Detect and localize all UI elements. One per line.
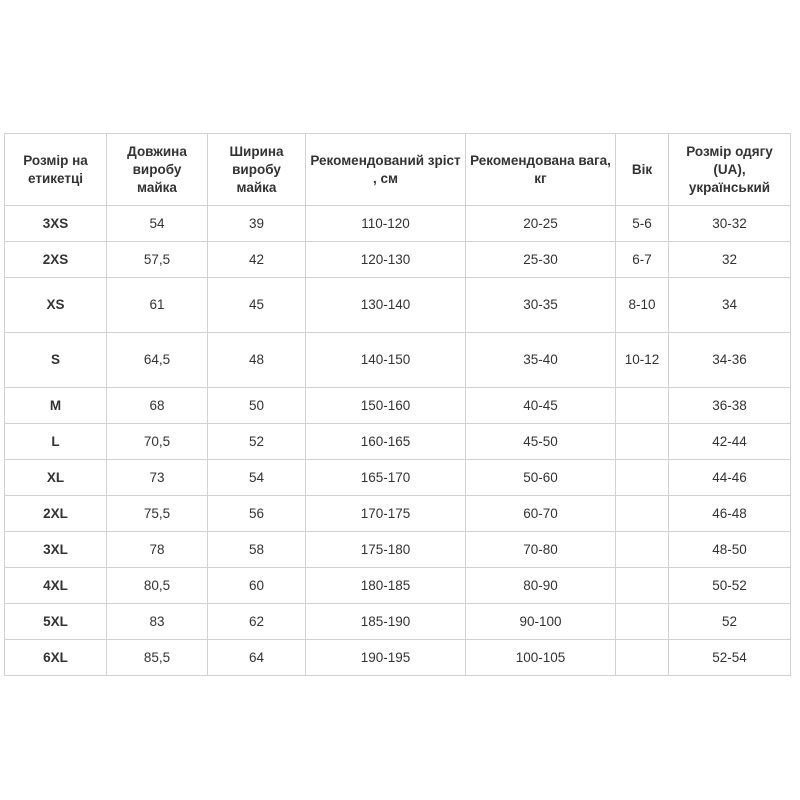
ua-size-cell: 34 bbox=[669, 278, 791, 333]
weight-cell: 35-40 bbox=[466, 333, 616, 388]
size-cell: 2XL bbox=[5, 496, 107, 532]
width-cell: 60 bbox=[208, 568, 306, 604]
size-cell: 3XL bbox=[5, 532, 107, 568]
header-size-label: Розмір на етикетці bbox=[5, 134, 107, 206]
age-cell: 5-6 bbox=[616, 206, 669, 242]
ua-size-cell: 52 bbox=[669, 604, 791, 640]
table-row bbox=[5, 278, 791, 333]
width-cell: 62 bbox=[208, 604, 306, 640]
height-cell: 110-120 bbox=[306, 206, 466, 242]
size-cell: 4XL bbox=[5, 568, 107, 604]
table-row bbox=[5, 460, 791, 496]
table-row bbox=[5, 206, 791, 242]
size-cell: M bbox=[5, 388, 107, 424]
weight-cell: 60-70 bbox=[466, 496, 616, 532]
size-cell: 2XS bbox=[5, 242, 107, 278]
header-length: Довжина виробу майка bbox=[107, 134, 208, 206]
table-row bbox=[5, 242, 791, 278]
length-cell: 61 bbox=[107, 278, 208, 333]
size-chart-table bbox=[4, 133, 791, 676]
height-cell: 160-165 bbox=[306, 424, 466, 460]
length-cell: 85,5 bbox=[107, 640, 208, 676]
weight-cell: 80-90 bbox=[466, 568, 616, 604]
ua-size-cell: 50-52 bbox=[669, 568, 791, 604]
weight-cell: 25-30 bbox=[466, 242, 616, 278]
table-row bbox=[5, 388, 791, 424]
table-row bbox=[5, 640, 791, 676]
header-row bbox=[5, 134, 791, 206]
size-cell: 6XL bbox=[5, 640, 107, 676]
age-cell: 6-7 bbox=[616, 242, 669, 278]
weight-cell: 40-45 bbox=[466, 388, 616, 424]
length-cell: 80,5 bbox=[107, 568, 208, 604]
age-cell: 8-10 bbox=[616, 278, 669, 333]
age-cell bbox=[616, 568, 669, 604]
ua-size-cell: 52-54 bbox=[669, 640, 791, 676]
height-cell: 140-150 bbox=[306, 333, 466, 388]
age-cell bbox=[616, 460, 669, 496]
length-cell: 70,5 bbox=[107, 424, 208, 460]
length-cell: 83 bbox=[107, 604, 208, 640]
ua-size-cell: 42-44 bbox=[669, 424, 791, 460]
length-cell: 75,5 bbox=[107, 496, 208, 532]
ua-size-cell: 34-36 bbox=[669, 333, 791, 388]
width-cell: 52 bbox=[208, 424, 306, 460]
width-cell: 39 bbox=[208, 206, 306, 242]
width-cell: 56 bbox=[208, 496, 306, 532]
length-cell: 64,5 bbox=[107, 333, 208, 388]
length-cell: 57,5 bbox=[107, 242, 208, 278]
header-ua-size: Розмір одягу (UA), український bbox=[669, 134, 791, 206]
height-cell: 185-190 bbox=[306, 604, 466, 640]
size-cell: L bbox=[5, 424, 107, 460]
ua-size-cell: 36-38 bbox=[669, 388, 791, 424]
age-cell bbox=[616, 496, 669, 532]
size-cell: XL bbox=[5, 460, 107, 496]
age-cell bbox=[616, 532, 669, 568]
size-cell: 3XS bbox=[5, 206, 107, 242]
header-age: Вік bbox=[616, 134, 669, 206]
length-cell: 78 bbox=[107, 532, 208, 568]
weight-cell: 70-80 bbox=[466, 532, 616, 568]
table-row bbox=[5, 496, 791, 532]
weight-cell: 90-100 bbox=[466, 604, 616, 640]
height-cell: 165-170 bbox=[306, 460, 466, 496]
height-cell: 175-180 bbox=[306, 532, 466, 568]
width-cell: 58 bbox=[208, 532, 306, 568]
ua-size-cell: 44-46 bbox=[669, 460, 791, 496]
age-cell: 10-12 bbox=[616, 333, 669, 388]
table-body bbox=[5, 206, 791, 676]
width-cell: 42 bbox=[208, 242, 306, 278]
table-row bbox=[5, 568, 791, 604]
width-cell: 50 bbox=[208, 388, 306, 424]
weight-cell: 100-105 bbox=[466, 640, 616, 676]
age-cell bbox=[616, 640, 669, 676]
length-cell: 73 bbox=[107, 460, 208, 496]
table-row bbox=[5, 424, 791, 460]
size-cell: 5XL bbox=[5, 604, 107, 640]
table-row bbox=[5, 532, 791, 568]
width-cell: 48 bbox=[208, 333, 306, 388]
age-cell bbox=[616, 424, 669, 460]
width-cell: 54 bbox=[208, 460, 306, 496]
length-cell: 54 bbox=[107, 206, 208, 242]
size-cell: XS bbox=[5, 278, 107, 333]
height-cell: 130-140 bbox=[306, 278, 466, 333]
height-cell: 180-185 bbox=[306, 568, 466, 604]
ua-size-cell: 48-50 bbox=[669, 532, 791, 568]
height-cell: 150-160 bbox=[306, 388, 466, 424]
header-recommended-weight: Рекомендована вага, кг bbox=[466, 134, 616, 206]
weight-cell: 45-50 bbox=[466, 424, 616, 460]
table-row bbox=[5, 333, 791, 388]
age-cell bbox=[616, 604, 669, 640]
weight-cell: 30-35 bbox=[466, 278, 616, 333]
ua-size-cell: 30-32 bbox=[669, 206, 791, 242]
size-cell: S bbox=[5, 333, 107, 388]
ua-size-cell: 46-48 bbox=[669, 496, 791, 532]
height-cell: 170-175 bbox=[306, 496, 466, 532]
height-cell: 120-130 bbox=[306, 242, 466, 278]
height-cell: 190-195 bbox=[306, 640, 466, 676]
length-cell: 68 bbox=[107, 388, 208, 424]
weight-cell: 20-25 bbox=[466, 206, 616, 242]
weight-cell: 50-60 bbox=[466, 460, 616, 496]
ua-size-cell: 32 bbox=[669, 242, 791, 278]
width-cell: 45 bbox=[208, 278, 306, 333]
table-row bbox=[5, 604, 791, 640]
header-width: Ширина виробу майка bbox=[208, 134, 306, 206]
header-recommended-height: Рекомендований зріст , см bbox=[306, 134, 466, 206]
width-cell: 64 bbox=[208, 640, 306, 676]
age-cell bbox=[616, 388, 669, 424]
